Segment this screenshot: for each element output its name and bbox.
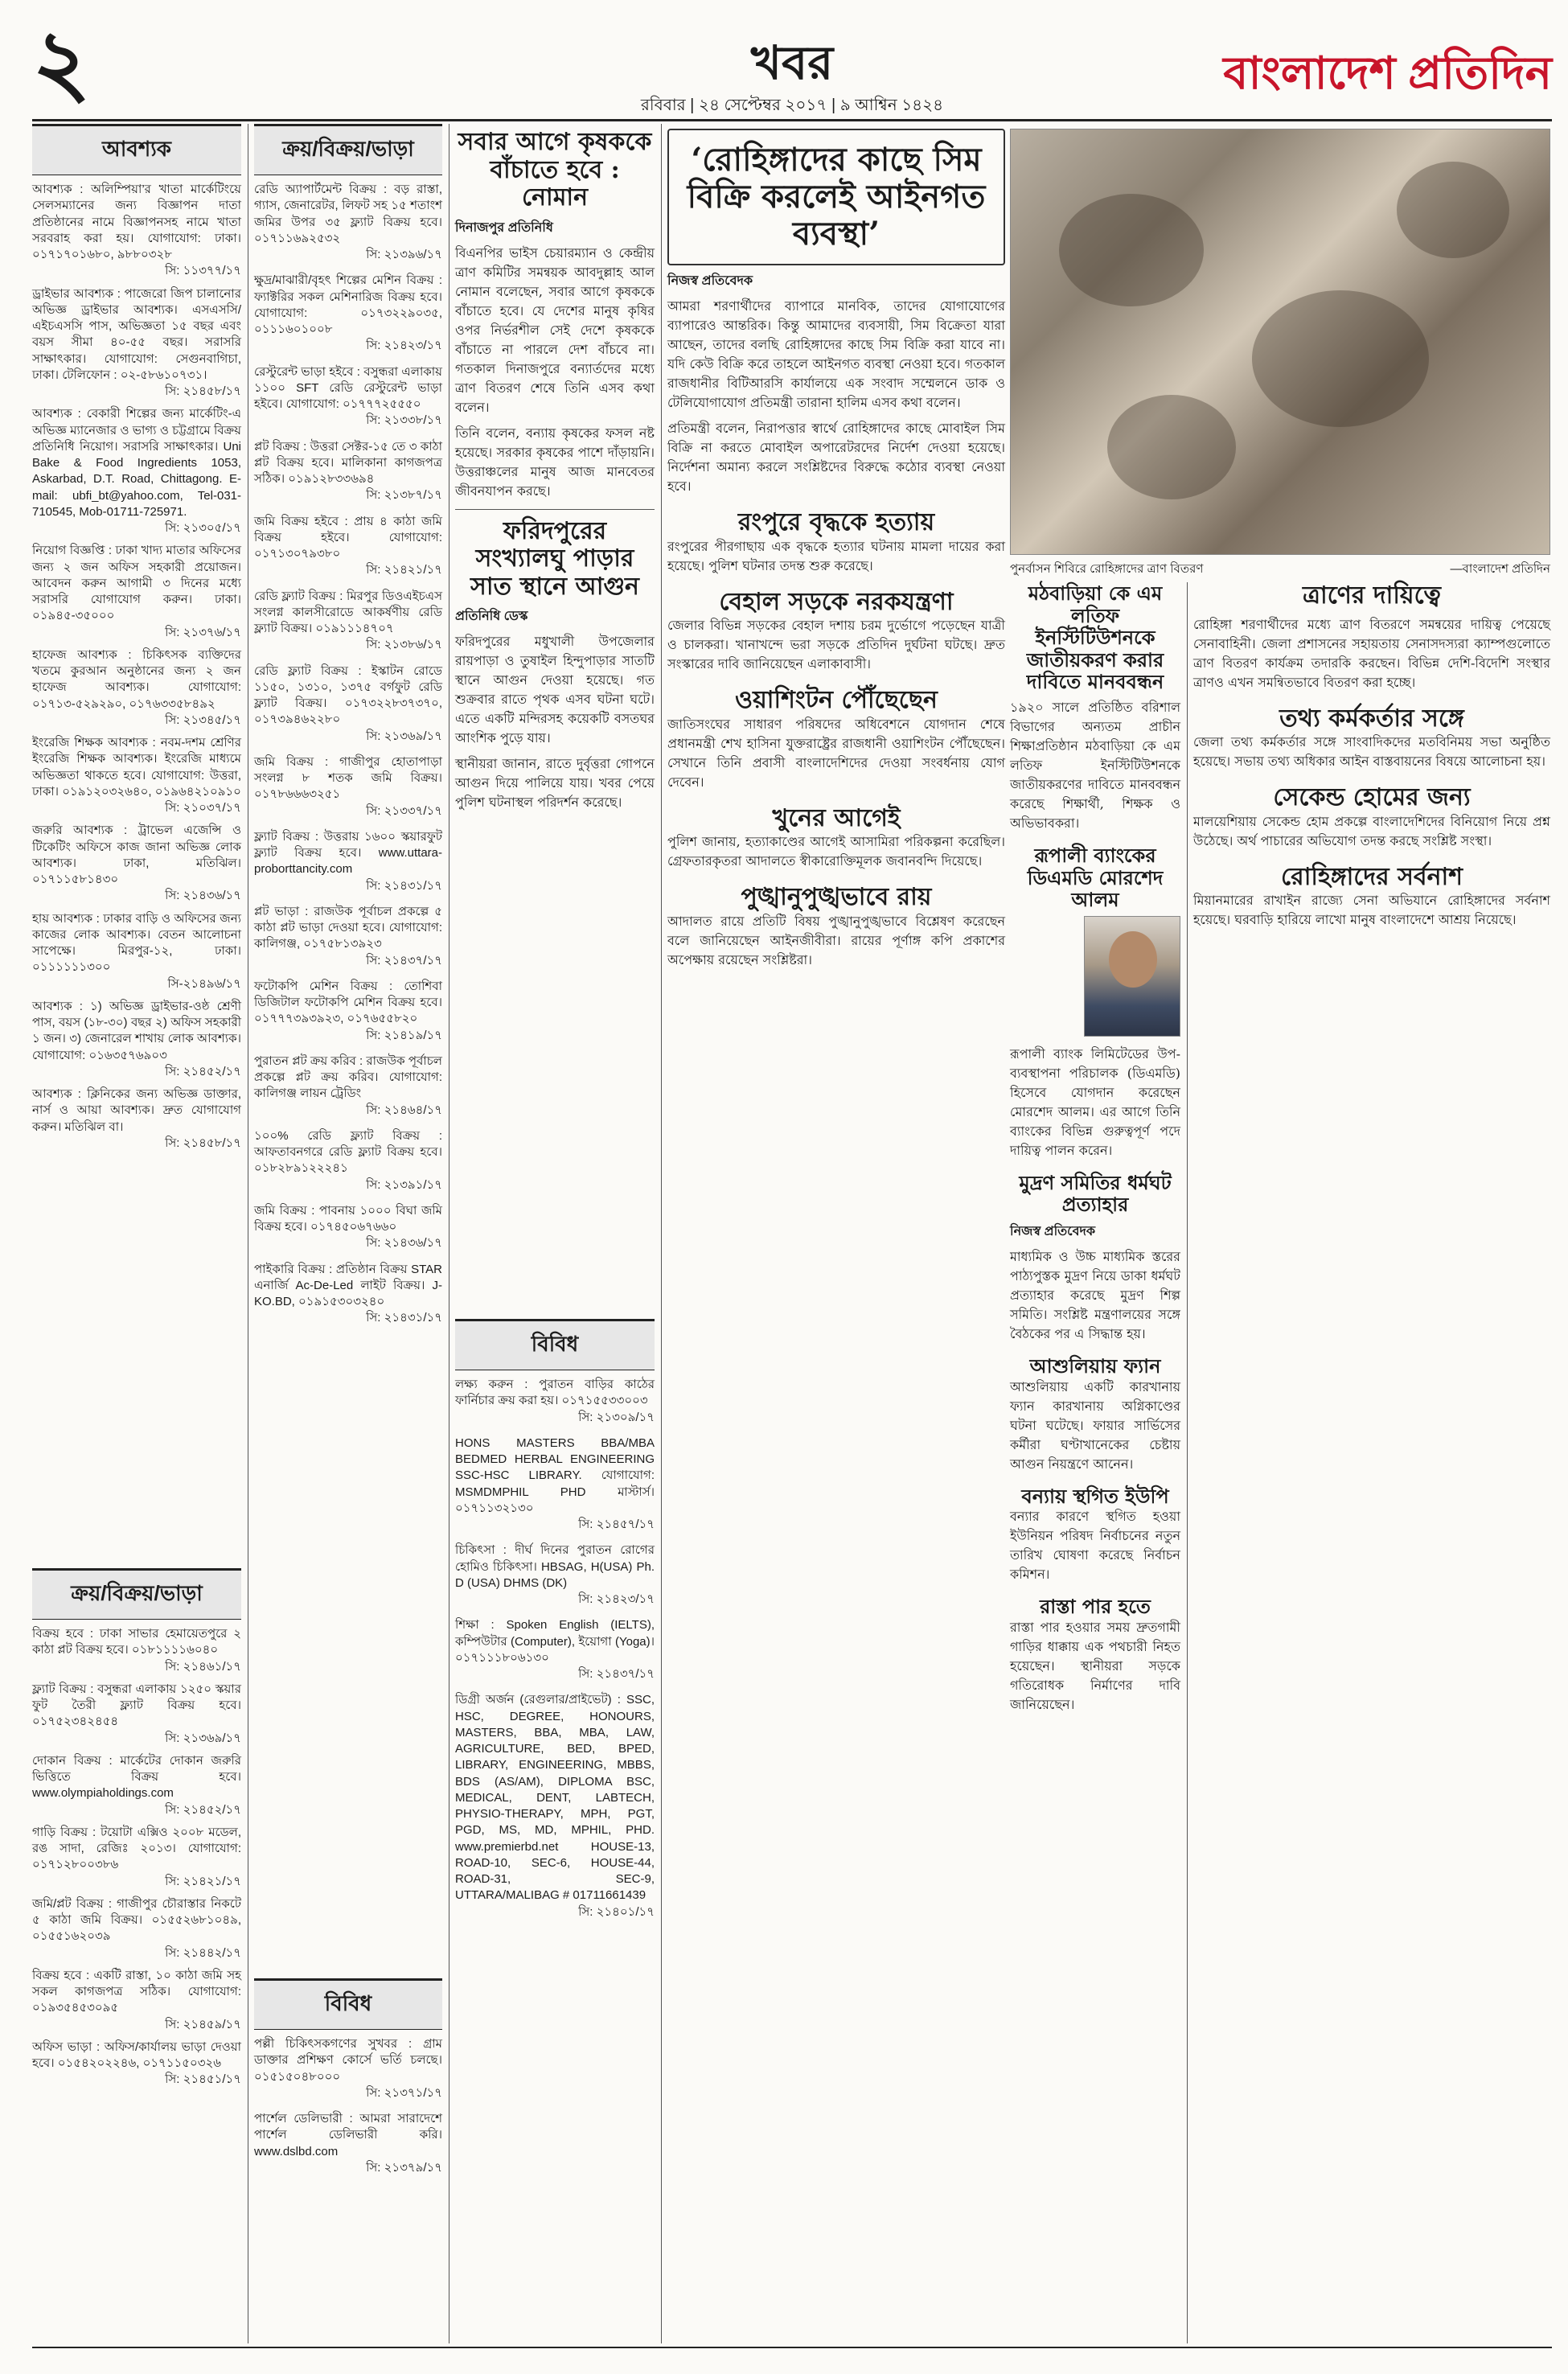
classified-ad: জমি বিক্রয় : পাবনায় ১০০০ বিঘা জমি বিক্রয় হবে। ০১৭৪৫০৬৭৬৬০ সি: ২১৪৩৬/১৭	[254, 1203, 442, 1251]
classified-ad: আবশ্যক : ক্লিনিকের জন্য অভিজ্ঞ ডাক্তার, নার্স ও আয়া আবশ্যক। দ্রুত যোগাযোগ করুন। মতিঝিল বা। সি: ২১৪৫৮/১৭	[32, 1087, 241, 1150]
classified-ad: HONS MASTERS BBA/MBA BEDMED HERBAL ENGINEERING SSC-HSC LIBRARY. যোগাযোগ: MSMDMPHIL PHD মাস্টার্স। ০১৭১১৩২১৩০ সি: ২১৪৫৭/১৭	[455, 1435, 655, 1531]
classified-ad: শিক্ষা : Spoken English (IELTS), কম্পিউটার (Computer), ইয়োগা (Yoga)। ০১৭১১১৮০৬১৩০ সি: ২১৪৩৭/১৭	[455, 1618, 655, 1681]
classified-ad: পল্লী চিকিৎসকগণের সুখবর : গ্রাম ডাক্তার প্রশিক্ষণ কোর্সে ভর্তি চলছে। ০১৫১৫০৪৮০০০ সি: ২১৩৭১/১৭	[254, 2037, 442, 2100]
classified-ad: অফিস ভাড়া : অফিস/কার্যালয় ভাড়া দেওয়া হবে। ০১৫৪২০২২৪৬, ০১৭১১৫০৩২৬ সি: ২১৪৫১/১৭	[32, 2039, 241, 2087]
article-body: রাস্তা পার হওয়ার সময় দ্রুতগামী গাড়ির ধাক্কায় এক পথচারী নিহত হয়েছেন। স্থানীয়রা সড়কে গতিরোধক নির্মাণের দাবি জানিয়েছেন।	[1010, 1619, 1180, 1712]
masthead	[32, 10, 1552, 116]
article-body: ১৯২০ সালে প্রতিষ্ঠিত বরিশাল বিভাগের অন্যতম প্রাচীন শিক্ষাপ্রতিষ্ঠান মঠবাড়িয়া কে এম লতিফ ইনস্টিটিউশনকে জাতীয়করণের দাবিতে মানববন্ধন করেছে শিক্ষার্থী, শিক্ষক ও অভিভাবকরা।	[1010, 699, 1180, 831]
masthead-rule	[32, 119, 1552, 121]
article-headline: মুদ্রণ সমিতির ধর্মঘট প্রত্যাহার	[1019, 1170, 1172, 1217]
lead-headline: ‘রোহিঙ্গাদের কাছে সিম বিক্রি করলেই আইনগত ব্যবস্থা’	[667, 129, 1005, 265]
article-body: জেলা তথ্য কর্মকর্তার সঙ্গে সাংবাদিকদের মতবিনিময় সভা অনুষ্ঠিত হয়েছে। সভায় তথ্য অধিকার আইন বাস্তবায়নের বিষয়ে আলোচনা হয়।	[1193, 734, 1550, 769]
article-headline: রাস্তা পার হতে	[1040, 1595, 1151, 1619]
article-byline: নিজস্ব প্রতিবেদক	[667, 274, 753, 288]
classified-ad: দোকান বিক্রয় : মার্কেটের দোকান জরুরি ভিত্তিতে বিক্রয় হবে। www.olympiaholdings.com সি: ২১৪৫২/১৭	[32, 1753, 241, 1817]
date-line: রবিবার | ২৪ সেপ্টেম্বর ২০১৭ | ৯ আশ্বিন ১৪২৪	[640, 97, 944, 114]
column-divider	[1187, 582, 1188, 2343]
classified-ad: পার্শেল ডেলিভারী : আমরা সারাদেশে পার্শেল ডেলিভারী করি। www.dslbd.com সি: ২১৩৭৯/১৭	[254, 2112, 442, 2175]
section-header: আবশ্যক	[32, 124, 241, 175]
classified-ad: জরুরি আবশ্যক : ট্রাভেল এজেন্সি ও টিকেটিং অফিসে কাজ জানা অভিজ্ঞ লোক আবশ্যক। ঢাকা, মতিঝিল। ০১৭১১৫৮১৪৩০ সি: ২১৪৩৬/১৭	[32, 824, 241, 903]
article-byline: নিজস্ব প্রতিবেদক	[1010, 1224, 1096, 1238]
article-headline: ওয়াশিংটন পৌঁছেছেন	[735, 686, 938, 714]
section-header: ক্রয়/বিক্রয়/ভাড়া	[254, 124, 442, 175]
article-headline: আশুলিয়ায় ফ্যান	[1029, 1353, 1161, 1378]
article-body: মালয়েশিয়ায় সেকেন্ড হোম প্রকল্পে বাংলাদেশিদের বিনিয়োগ নিয়ে প্রশ্ন উঠেছে। অর্থ পাচারের অভিযোগ তদন্ত করছে সংশ্লিষ্ট সংস্থা।	[1193, 813, 1550, 848]
classified-ad: প্লট বিক্রয় : উত্তরা সেক্টর-১৫ তে ৩ কাঠা প্লট বিক্রয় হবে। মালিকানা কাগজপত্র সঠিক। ০১৯১২৮৩৩৬৯৪ সি: ২১৩৮৭/১৭	[254, 439, 442, 503]
classified-ad: ফ্ল্যাট বিক্রয় : উত্তরায় ১৬০০ স্কয়ারফুট ফ্ল্যাট বিক্রয় হবে। www.uttara-proborttancity.com সি: ২১৪৩১/১৭	[254, 829, 442, 893]
classified-list	[32, 182, 241, 1152]
classified-ad: আবশ্যক : বেকারী শিল্পের জন্য মার্কেটিং-এ অভিজ্ঞ ম্যানেজার ও ভাগ্য ও চট্টগ্রামে বিক্রয় প্রতিনিধি নিয়োগ। সরাসরি সাক্ষাৎকার। Uni Bake & Food Ingredients 1053, Askarbad, D.T. Road, Chittagong. E-mail: ubfi_bt@yahoo.com, Tel-031-710545, Mob-01711-725971. সি: ২১৩০৫/১৭	[32, 407, 241, 535]
classified-ad: ১০০% রেডি ফ্ল্যাট বিক্রয় : আফতাবনগরে রেডি ফ্ল্যাট বিক্রয় হবে। ০১৮২৮৯১২২২৪১ সি: ২১৩৯১/১৭	[254, 1128, 442, 1192]
classified-ad: গাড়ি বিক্রয় : টয়োটা এক্সিও ২০০৮ মডেল, রঙ সাদা, রেজিঃ ২০১৩। যোগাযোগ: ০১৭১২৮০০৩৮৬ সি: ২১৪২১/১৭	[32, 1825, 241, 1888]
article-headline: রংপুরে বৃদ্ধকে হত্যায়	[737, 508, 935, 536]
classified-column-1	[32, 124, 241, 1158]
article-headline: বন্যায় স্থগিত ইউপি	[1021, 1484, 1169, 1508]
article-body: পুলিশ জানায়, হত্যাকাণ্ডের আগেই আসামিরা পরিকল্পনা করেছিল। গ্রেফতারকৃতরা আদালতে স্বীকারোক্তিমূলক জবানবন্দি দিয়েছে।	[667, 834, 1005, 869]
classified-ad: ফ্ল্যাট বিক্রয় : বসুন্ধরা এলাকায় ১২৫০ স্কয়ার ফুট তৈরী ফ্ল্যাট বিক্রয় হবে। ০১৭৫২৩৪২৪৫৪ সি: ২১৩৬৯/১৭	[32, 1682, 241, 1745]
article-body: জেলার বিভিন্ন সড়কের বেহাল দশায় চরম দুর্ভোগে পড়েছেন যাত্রী ও চালকরা। খানাখন্দে ভরা সড়কে প্রতিদিন দুর্ঘটনা ঘটছে। দ্রুত সংস্কারের দাবি জানিয়েছেন এলাকাবাসী।	[667, 618, 1005, 672]
classified-ad: ইংরেজি শিক্ষক আবশ্যক : নবম-দশম শ্রেণির ইংরেজি শিক্ষক আবশ্যক। ইংরেজি মাধ্যমে অভিজ্ঞতা থাকতে হবে। যোগাযোগ: উত্তরা, ঢাকা। ০১৯১২০৩২৬৪০, ০১৯৬৪২১০৯১০ সি: ২১০৩৭/১৭	[32, 736, 241, 815]
article-headline: তথ্য কর্মকর্তার সঙ্গে	[1279, 704, 1464, 733]
classified-ad: রেডি ফ্ল্যাট বিক্রয় : মিরপুর ডিওএইচএস সংলগ্ন কালসীরোডে আকর্ষণীয় রেডি ফ্ল্যাট বিক্রয়। ০১৯১১১৪৭০৭ সি: ২১৩৮৬/১৭	[254, 589, 442, 652]
news-column-3	[455, 129, 655, 819]
article-headline: মঠবাড়িয়া কে এম লতিফ ইনস্টিটিউশনকে জাতীয়করণ করার দাবিতে মানববন্ধন	[1026, 581, 1164, 694]
classified-column-2b	[254, 1978, 442, 2186]
article-body: ফরিদপুরের মধুখালী উপজেলার রায়পাড়া ও তুষাইল হিন্দুপাড়ার সাতটি স্থানে আগুন দেওয়া হয়েছে। গত শুক্রবার রাতে পৃথক এসব ঘটনা ঘটে। এতে একটি মন্দিরসহ কয়েকটি বসতঘর আংশিক পুড়ে যায়। স্থানীয়রা জানান, রাতে দুর্বৃত্তরা গোপনে আগুন দিয়ে পালিয়ে যায়। খবর পেয়ে পুলিশ ঘটনাস্থল পরিদর্শন করেছে।	[455, 634, 655, 810]
classified-ad: লক্ষ্য করুন : পুরাতন বাড়ির কাঠের ফার্নিচার ক্রয় করা হয়। ০১৭১৫৫৩৩০০৩ সি: ২১৩০৯/১৭	[455, 1378, 655, 1424]
article-body: মাধ্যমিক ও উচ্চ মাধ্যমিক স্তরের পাঠ্যপুস্তক মুদ্রণ নিয়ে ডাকা ধর্মঘট প্রত্যাহার করেছে মুদ্রণ শিল্প সমিতি। সংশ্লিষ্ট মন্ত্রণালয়ের সঙ্গে বৈঠকের পর এ সিদ্ধান্ত হয়।	[1010, 1248, 1180, 1341]
article-divider	[455, 509, 655, 510]
article-headline: সেকেন্ড হোমের জন্য	[1273, 783, 1471, 811]
classified-ad: জমি বিক্রয় হইবে : প্রায় ৪ কাঠা জমি বিক্রয় হইবে। যোগাযোগ: ০১৭১৩০৭৯৩৮০ সি: ২১৪২১/১৭	[254, 514, 442, 577]
news-column-mid	[1010, 582, 1180, 1715]
classified-ad: রেডি অ্যাপার্টমেন্ট বিক্রয় : বড় রাস্তা, গ্যাস, জেনারেটর, লিফট সহ ১৫ শতাংশ জমির উপর ৩৫ ফ্ল্যাট বিক্রয় হবে। ০১৭১১৬৯২৫৩২ সি: ২১৩৯৬/১৭	[254, 183, 442, 261]
classified-list	[254, 2036, 442, 2176]
article-headline: সবার আগে কৃষককে বাঁচাতে হবে : নোমান	[458, 128, 652, 212]
classified-column-3	[455, 1319, 655, 1930]
classified-ad: জমি বিক্রয় : গাজীপুর হোতাপাড়া সংলগ্ন ৮ শতক জমি বিক্রয়। ০১৭৮৬৬৬৩২৫১ সি: ২১৩৩৭/১৭	[254, 754, 442, 818]
article-byline: দিনাজপুর প্রতিনিধি	[455, 220, 553, 235]
classified-list	[32, 1626, 241, 2089]
classified-ad: জমি/প্লট বিক্রয় : গাজীপুর চৌরাস্তার নিকটে ৫ কাঠা জমি বিক্রয়। ০১৫৫২৬৮১০৪৯, ০১৫৫১৬২০৩৯ সি: ২১৪৪২/১৭	[32, 1896, 241, 1960]
column-divider	[661, 124, 662, 2343]
article-body: জাতিসংঘের সাধারণ পরিষদের অধিবেশনে যোগদান শেষে প্রধানমন্ত্রী শেখ হাসিনা যুক্তরাষ্ট্রের রাজধানী ওয়াশিংটন পৌঁছেছেন। সেখানে তিনি প্রবাসী বাংলাদেশিদের দেওয়া সংবর্ধনায় যোগ দেবেন।	[667, 716, 1005, 790]
classified-column-2	[254, 124, 442, 1337]
classified-ad: আবশ্যক : ১) অভিজ্ঞ ড্রাইভার-ওষ্ঠ শ্রেণী পাস, বয়স (১৮-৩০) বছর ২) অফিস সহকারী ১ জন। ৩) জেনারেল শাখায় লোক আবশ্যক। যোগাযোগ: ০১৬৩৫৭৬৯০৩ সি: ২১৪৫২/১৭	[32, 999, 241, 1078]
article-headline: রোহিঙ্গাদের সর্বনাশ	[1281, 862, 1463, 891]
article-headline: পুঙ্খানুপুঙ্খভাবে রায়	[741, 883, 932, 911]
classified-ad: রেডি ফ্ল্যাট বিক্রয় : ইস্কাটন রোডে ১১৫০, ১৩১০, ১৩৭৫ বর্গফুট রেডি ফ্ল্যাট বিক্রয়। ০১৭৩২২৮৩৭৩৭০, ০১৭৩৯৪৬২২৮০ সি: ২১৩৬৯/১৭	[254, 663, 442, 743]
article-headline: ত্রাণের দায়িত্বে	[1303, 581, 1441, 610]
news-column-right	[1193, 582, 1550, 930]
classified-ad: বিক্রয় হবে : একটি রাস্তা, ১০ কাঠা জমি সহ সকল কাগজপত্র সঠিক। যোগাযোগ: ০১৯৩৫৪৫৩০৯৫ সি: ২১৪৫৯/১৭	[32, 1968, 241, 2031]
classified-ad: চিকিৎসা : দীর্ঘ দিনের পুরাতন রোগের হোমিও চিকিৎসা। HBSAG, H(USA) Ph. D (USA) DHMS (DK) সি: ২১৪২৩/১৭	[455, 1543, 655, 1606]
section-name: খবর	[750, 35, 834, 90]
section-header: বিবিধ	[455, 1319, 655, 1370]
article-headline: রূপালী ব্যাংকের ডিএমডি মোরশেদ আলম	[1027, 843, 1164, 912]
article-byline: প্রতিনিধি ডেস্ক	[455, 610, 528, 623]
article-body: মিয়ানমারের রাখাইন রাজ্যে সেনা অভিযানে রোহিঙ্গাদের সর্বনাশ হয়েছে। ঘরবাড়ি হারিয়ে লাখো মানুষ বাংলাদেশে আশ্রয় নিয়েছে।	[1193, 893, 1550, 927]
classified-column-1b	[32, 1568, 241, 2095]
lead-article	[667, 129, 1005, 970]
article-body: রংপুরের পীরগাছায় এক বৃদ্ধকে হত্যার ঘটনায় মামলা দায়ের করা হয়েছে। পুলিশ ঘটনার তদন্ত শুরু করেছে।	[667, 538, 1005, 573]
classified-ad: ফটোকপি মেশিন বিক্রয় : তোশিবা ডিজিটাল ফটোকপি মেশিন বিক্রয় হবে। ০১৭৭৭৩৯৩৯২৩, ০১৭৬৫৫৮২০ সি: ২১৪১৯/১৭	[254, 979, 442, 1042]
news-photo	[1010, 129, 1550, 555]
classified-ad: ক্ষুদ্র/মাঝারী/বৃহৎ শিল্পের মেশিন বিক্রয় : ফ্যাক্টরির সকল মেশিনারিজ বিক্রয় হবে। যোগাযোগ: ০১৭৩২২৯০৩৫, ০১১১৬০১০০৮ সি: ২১৪২৩/১৭	[254, 273, 442, 353]
classified-ad: পাইকারি বিক্রয় : প্রতিষ্ঠান বিক্রয় STAR এনার্জি Ac-De-Led লাইট বিক্রয়। J-KO.BD, ০১৯১৫৩০৩২৪০ সি: ২১৪৩১/১৭	[254, 1262, 442, 1325]
article-body: রোহিঙ্গা শরণার্থীদের মধ্যে ত্রাণ বিতরণে সমন্বয়ের দায়িত্ব পেয়েছে সেনাবাহিনী। জেলা প্রশাসনের সহায়তায় সেনাসদস্যরা ক্যাম্পগুলোতে ত্রাণ বিতরণ কার্যক্রম তদারকি করছেন। বিভিন্ন দেশি-বিদেশি সংস্থার ত্রাণও এখন সমন্বিতভাবে বিতরণ করা হচ্ছে।	[1193, 616, 1550, 690]
section-header: ক্রয়/বিক্রয়/ভাড়া	[32, 1568, 241, 1620]
photo-credit: —বাংলাদেশ প্রতিদিন	[1450, 562, 1550, 576]
classified-ad: প্লট ভাড়া : রাজউক পূর্বাচল প্রকল্পে ৫ কাঠা প্লট ভাড়া দেওয়া হবে। যোগাযোগ: কালিগঞ্জ, ০১৭৫৮১৩৯২৩ সি: ২১৪৩৭/১৭	[254, 904, 442, 967]
section-header: বিবিধ	[254, 1978, 442, 2030]
classified-ad: বিক্রয় হবে : ঢাকা সাভার হেমায়েতপুরে ২ কাঠা প্লট বিক্রয় হবে। ০১৮১১১১৬০৪০ সি: ২১৪৬১/১৭	[32, 1627, 241, 1674]
classified-ad: নিয়োগ বিজ্ঞপ্তি : ঢাকা খাদ্য মাতার অফিসের জন্য ২ জন অফিস সহকারী প্রয়োজন। আবেদন করুন আগামী ৩ দিনের মধ্যে সরাসরি যোগাযোগ করুন। ঢাকা। ০১৯৪৫-৩৫০০০ সি: ২১৩৭৬/১৭	[32, 544, 241, 639]
portrait-photo	[1084, 916, 1180, 1037]
classified-list	[254, 182, 442, 1327]
classified-ad: হায় আবশ্যক : ঢাকার বাড়ি ও অফিসের জন্য কাজের লোক আবশ্যক। বেতন আলোচনা সাপেক্ষে। মিরপুর-১২, ঢাকা। ০১১১১১১৩০০ সি-২১৪৯৬/১৭	[32, 911, 241, 991]
classified-list	[455, 1377, 655, 1920]
classified-ad: হাফেজ আবশ্যক : চিকিৎসক ব্যক্তিদের খতমে কুরআন অনুষ্ঠানের জন্য ২ জন হাফেজ আবশ্যক। যোগাযোগ: ০১৭১৩-৫২৯২৯০, ০১৭৬৩৩৫৮৪৯২ সি: ২১৩৪৫/১৭	[32, 647, 241, 727]
article-body: বিএনপির ভাইস চেয়ারম্যান ও কেন্দ্রীয় ত্রাণ কমিটির সমন্বয়ক আবদুল্লাহ আল নোমান বলেছেন, সবার আগে কৃষককে বাঁচাতে হবে। যে দেশের মানুষ কৃষির ওপর নির্ভরশীল সেই দেশে কৃষককে বাঁচাতে না পারলে দেশ বাঁচবে না। গতকাল দিনাজপুরে বন্যার্তদের মধ্যে ত্রাণ বিতরণ শেষে তিনি এসব কথা বলেন। তিনি বলেন, বন্যায় কৃষকের ফসল নষ্ট হয়েছে। সরকার কৃষকের পাশে দাঁড়ায়নি। উত্তরাঞ্চলের মানুষ আজ মানবেতর জীবনযাপন করছে।	[455, 244, 655, 499]
article-body: বন্যার কারণে স্থগিত হওয়া ইউনিয়ন পরিষদ নির্বাচনের নতুন তারিখ ঘোষণা করেছে নির্বাচন কমিশন।	[1010, 1509, 1180, 1583]
article-body: রূপালী ব্যাংক লিমিটেডের উপ-ব্যবস্থাপনা পরিচালক (ডিএমডি) হিসেবে যোগদান করেছেন মোরশেদ আলম। এর আগে তিনি ব্যাংকের বিভিন্ন গুরুত্বপূর্ণ পদে দায়িত্ব পালন করেন।	[1010, 1045, 1180, 1158]
page-bottom-rule	[32, 2347, 1552, 2348]
classified-ad: পুরাতন প্লট ক্রয় করিব : রাজউক পূর্বাচল প্রকল্পে প্লট ক্রয় করিব। যোগাযোগ: কালিগঞ্জ লায়ন ট্রেডিং সি: ২১৪৬৪/১৭	[254, 1054, 442, 1117]
brand-logo: বাংলাদেশ প্রতিদিন	[1223, 47, 1552, 98]
portrait-block	[1010, 916, 1180, 1045]
classified-ad: ডিগ্রী অর্জন (রেগুলার/প্রাইভেট) : SSC, HSC, DEGREE, HONOURS, MASTERS, BBA, MBA, LAW, AGRICULTURE, BED, BPED, LIBRARY, ENGINEERING, MBBS, BDS (AS/AM), DIPLOMA BSC, MEDICAL, DENT, LABTECH, PHYSIO-THERAPY, MPH, PGT, PGD, MS, MD, MPHIL, PHD. www.premierbd.net HOUSE-13, ROAD-10, SEC-6, HOUSE-44, ROAD-31, SEC-9, UTTARA/MALIBAG # 01711661439 সি: ২১৪০১/১৭	[455, 1693, 655, 1919]
classified-ad: ড্রাইভার আবশ্যক : পাজেরো জিপ চালানোর অভিজ্ঞ ড্রাইভার আবশ্যক। এসএসসি/এইচএসসি পাস, অভিজ্ঞতা ১৫ বছর এবং বয়স সীমা ৪০-৫৫ বছর। সরাসরি সাক্ষাৎকার। যোগাযোগ: সেগুনবাগিচা, ঢাকা। টেলিফোন : ০২-৫৮৬১০৭৩১। সি: ২১৪৫৮/১৭	[32, 286, 241, 398]
classified-ad: রেস্টুরেন্ট ভাড়া হইবে : বসুন্ধরা এলাকায় ১১০০ SFT রেডি রেস্টুরেন্ট ভাড়া হইবে। যোগাযোগ: ০১৭৭৭২৫৫৫০ সি: ২১৩৩৮/১৭	[254, 364, 442, 428]
article-headline: খুনের আগেই	[772, 803, 901, 832]
article-body: আমরা শরণার্থীদের ব্যাপারে মানবিক, তাদের যোগাযোগের ব্যাপারেও আন্তরিক। কিন্তু আমাদের ব্যবসায়ী, সিম বিক্রেতা যারা আছেন, তাদের বলছি রোহিঙ্গাদের কাছে সিম বিক্রি করা যাবে না। যদি কেউ বিক্রি করে তাহলে আইনগত ব্যবস্থা নেওয়া হবে। গতকাল রাজধানীর বিটিআরসি কার্যালয়ে এক সংবাদ সম্মেলনে ডাক ও টেলিযোগাযোগ প্রতিমন্ত্রী তারানা হালিম এসব কথা বলেন। প্রতিমন্ত্রী বলেন, নিরাপত্তার স্বার্থে রোহিঙ্গাদের কাছে মোবাইল সিম বিক্রি না করতে মোবাইল অপারেটরদের নির্দেশ দেওয়া হয়েছে। নির্দেশনা অমান্য করলে সংশ্লিষ্টদের বিরুদ্ধে কঠোর ব্যবস্থা নেওয়া হবে।	[667, 298, 1005, 494]
article-body: আদালত রায়ে প্রতিটি বিষয় পুঙ্খানুপুঙ্খভাবে বিশ্লেষণ করেছেন বলে জানিয়েছেন আইনজীবীরা। রায়ের পূর্ণাঙ্গ কপি প্রকাশের অপেক্ষায় রয়েছেন সংশ্লিষ্টরা।	[667, 913, 1005, 967]
classified-ad: আবশ্যক : অলিম্পিয়া’র খাতা মার্কেটিংয়ে সেলসম্যানের জন্য বিজ্ঞাপন দাতা প্রতিষ্ঠানের নামে বিজ্ঞাপনসহ নামে খাতা সরবরাহ করা হয়। যোগাযোগ: ঢাকা। ০১৭১৭০১৬৮০, ৯৮৮০৩২৮ সি: ১১৩৭৭/১৭	[32, 183, 241, 278]
photo-caption: পুনর্বাসন শিবিরে রোহিঙ্গাদের ত্রাণ বিতরণ —বাংলাদেশ প্রতিদিন	[1010, 560, 1550, 580]
page-number: ২	[32, 10, 91, 115]
article-headline: বেহাল সড়কে নরকযন্ত্রণা	[719, 587, 954, 616]
article-headline: ফরিদপুরের সংখ্যালঘু পাড়ার সাত স্থানে আগুন	[470, 516, 639, 601]
article-body: আশুলিয়ায় একটি কারখানায় ফ্যান কারখানায় অগ্নিকাণ্ডের ঘটনা ঘটেছে। ফায়ার সার্ভিসের কর্মীরা ঘণ্টাখানেকের চেষ্টায় আগুন নিয়ন্ত্রণে আনেন।	[1010, 1378, 1180, 1472]
